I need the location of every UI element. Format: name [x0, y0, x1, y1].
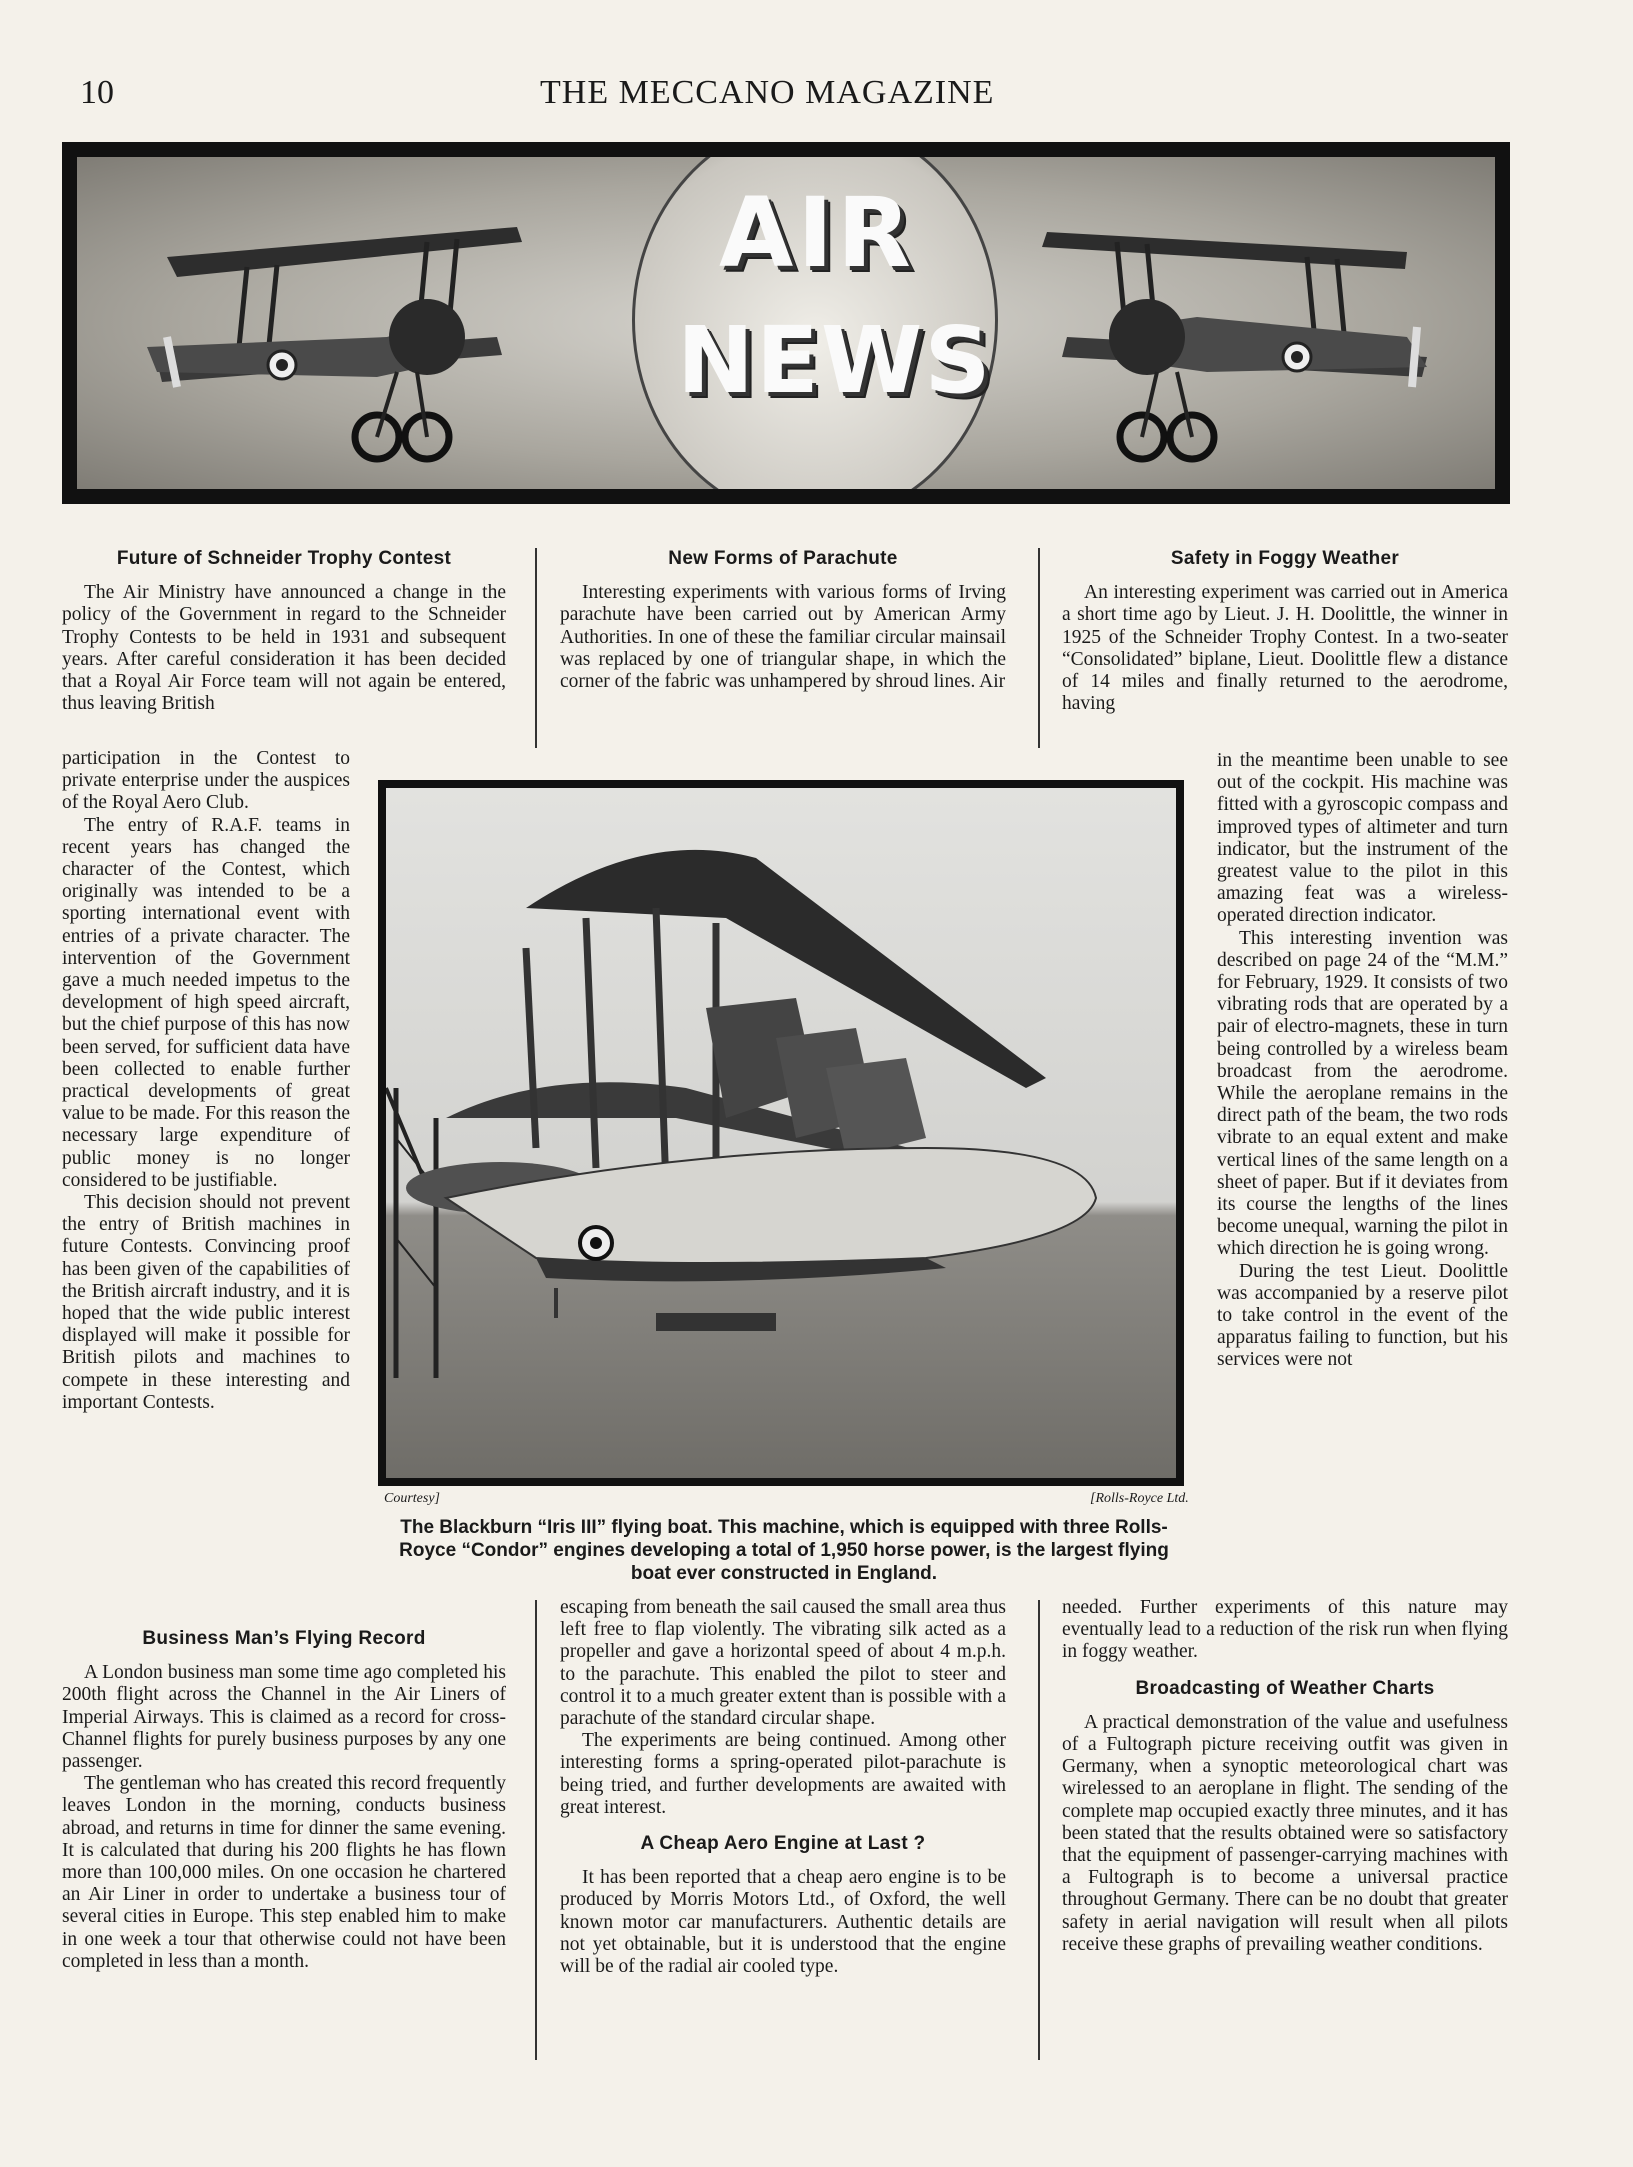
- article-heading: Broadcasting of Weather Charts: [1135, 1677, 1435, 1699]
- magazine-title: THE MECCANO MAGAZINE: [540, 74, 995, 111]
- article-paragraph: A London business man some time ago completed his 200th flight across the Channel in the Air Liners of Imperial Airways. This is claimed as a record for cross-Channel flights for purely business purposes by any one passenger.: [62, 1662, 506, 1773]
- article-paragraph: in the meantime been unable to see out of the cockpit. His machine was fitted with a gyroscopic compass and improved types of altimeter and turn indicator, but the instrument of the greatest value to the pilot in this amazing feat was a wireless-operated direction indicator.: [1217, 750, 1508, 927]
- article-heading: Future of Schneider Trophy Contest: [116, 548, 452, 569]
- article-paragraph: needed. Further experiments of this nature may eventually lead to a reduction of the risk run when flying in foggy weather.: [1062, 1597, 1508, 1663]
- biplane-right-illustration: [1027, 187, 1447, 477]
- article-paragraph: The Air Ministry have announced a change in the policy of the Government in regard to the Schneider Trophy Contests to be held in 1931 and subsequent years. After careful consideration it has been decided that a Royal Air Force team will not again be entered, thus leaving British: [62, 582, 506, 715]
- article-foggy-weather: [1062, 548, 1508, 715]
- article-foggy-wrap: [1217, 750, 1508, 1372]
- article-paragraph: participation in the Contest to private enterprise under the auspices of the Royal Aero Club.: [62, 748, 350, 814]
- banner-air-text: AIR: [719, 177, 915, 289]
- biplane-left-illustration: [137, 187, 537, 477]
- article-heading: New Forms of Parachute: [668, 548, 898, 569]
- column-rule: [535, 548, 537, 748]
- article-paragraph: The gentleman who has created this record frequently leaves London in the morning, conducts business abroad, and returns in time for dinner the same evening. It is calculated that during his 200 flights he has flown more than 100,000 miles. On one occasion he chartered an Air Liner in order to undertake a business tour of several cities in Europe. This step enabled him to make in one week a tour that otherwise could not have been completed in less than a month.: [62, 1773, 506, 1972]
- article-parachute-continued: [560, 1597, 1006, 1978]
- iris-flying-boat-photo: [378, 780, 1184, 1486]
- article-paragraph: The experiments are being continued. Among other interesting forms a spring-operated pilot-parachute is being tried, and further developments are awaited with great interest.: [560, 1730, 1006, 1818]
- air-news-banner: [62, 142, 1510, 504]
- article-parachute: [560, 548, 1006, 693]
- article-schneider-trophy: [62, 548, 506, 715]
- article-heading: Safety in Foggy Weather: [1170, 548, 1400, 569]
- article-heading: A Cheap Aero Engine at Last ?: [640, 1833, 926, 1855]
- article-paragraph: A practical demonstration of the value and usefulness of a Fultograph picture receiving outfit was given in Germany, when a synoptic meteorological chart was wirelessed to an aeroplane in flight. The sending of the complete map occupied exactly three minutes, and it has been stated that the results obtained were so satisfactory that the equipment of passenger-carrying machines with a Fultograph is to become a universal practice throughout Germany. There can be no doubt that greater safety in aerial navigation will result when all pilots receive these graphs of prevailing weather conditions.: [1062, 1711, 1508, 1955]
- page-number: 10: [80, 74, 114, 111]
- article-paragraph: This decision should not prevent the entry of British machines in future Contests. Convincing proof has been given of the capabilities of the British aircraft industry, and it is hoped that the wide public interest displayed will make it possible for British pilots and machines to compete in these interesting and important Contests.: [62, 1192, 350, 1413]
- photo-credit-right: [Rolls-Royce Ltd.: [1090, 1491, 1189, 1506]
- article-paragraph: escaping from beneath the sail caused the small area thus left free to flap violently. The vibrating silk acted as a propeller and gave a horizontal speed of about 4 m.p.h. to the parachute. This enabled the pilot to steer and control it to a much greater extent than is possible with a parachute of the standard circular shape.: [560, 1597, 1006, 1730]
- photo-credit-left: Courtesy]: [384, 1491, 440, 1506]
- article-paragraph: It has been reported that a cheap aero engine is to be produced by Morris Motors Ltd., of Oxford, the well known motor car manufacturers. Authentic details are not yet obtainable, but it is understood that the engine will be of the radial air cooled type.: [560, 1867, 1006, 1978]
- photo-caption: The Blackburn “Iris III” flying boat. This machine, which is equipped with three Rolls-Royce “Condor” engines developing a total of 1,950 horse power, is the largest flying boat ever constructed in England.: [399, 1517, 1169, 1584]
- banner-news-text: NEWS: [677, 307, 993, 414]
- article-paragraph: This interesting invention was described on page 24 of the “M.M.” for February, 1929. It consists of two vibrating rods that are operated by a pair of electro-magnets, these in turn being controlled by a wireless beam broadcast from the aerodrome. While the aeroplane remains in the direct path of the beam, the two rods vibrate to an equal extent and make vertical lines of the same length on a sheet of paper. But if it deviates from its course the lengths of the lines become unequal, warning the pilot in which direction he is going wrong.: [1217, 927, 1508, 1260]
- column-rule: [1038, 548, 1040, 748]
- article-paragraph: During the test Lieut. Doolittle was accompanied by a reserve pilot to take control in the event of the apparatus failing to function, but his services were not: [1217, 1260, 1508, 1371]
- article-paragraph: The entry of R.A.F. teams in recent years has changed the character of the Contest, which originally was intended to be a sporting international event with entries of a private character. The intervention of the Government gave a much needed impetus to the development of high speed aircraft, but the chief purpose of this has now been served, for sufficient data have been collected to enable further practical developments of great value to be made. For this reason the necessary large expenditure of public money is no longer considered to be justifiable.: [62, 814, 350, 1191]
- article-foggy-continued: [1062, 1597, 1508, 1956]
- article-paragraph: An interesting experiment was carried out in America a short time ago by Lieut. J. H. Doolittle, the winner in 1925 of the Schneider Trophy Contest. In a two-seater “Consolidated” biplane, Lieut. Doolittle flew a distance of 14 miles and finally returned to the aerodrome, having: [1062, 582, 1508, 715]
- article-paragraph: Interesting experiments with various forms of Irving parachute have been carried out by American Army Authorities. In one of these the familiar circular mainsail was replaced by one of triangular shape, in which the corner of the fabric was unhampered by shroud lines. Air: [560, 582, 1006, 693]
- column-rule: [535, 1600, 537, 2060]
- article-business-record: [62, 1628, 506, 1973]
- article-heading: Business Man’s Flying Record: [142, 1628, 426, 1649]
- article-schneider-wrap: [62, 748, 350, 1414]
- column-rule: [1038, 1600, 1040, 2060]
- flying-boat-illustration: [386, 788, 1176, 1478]
